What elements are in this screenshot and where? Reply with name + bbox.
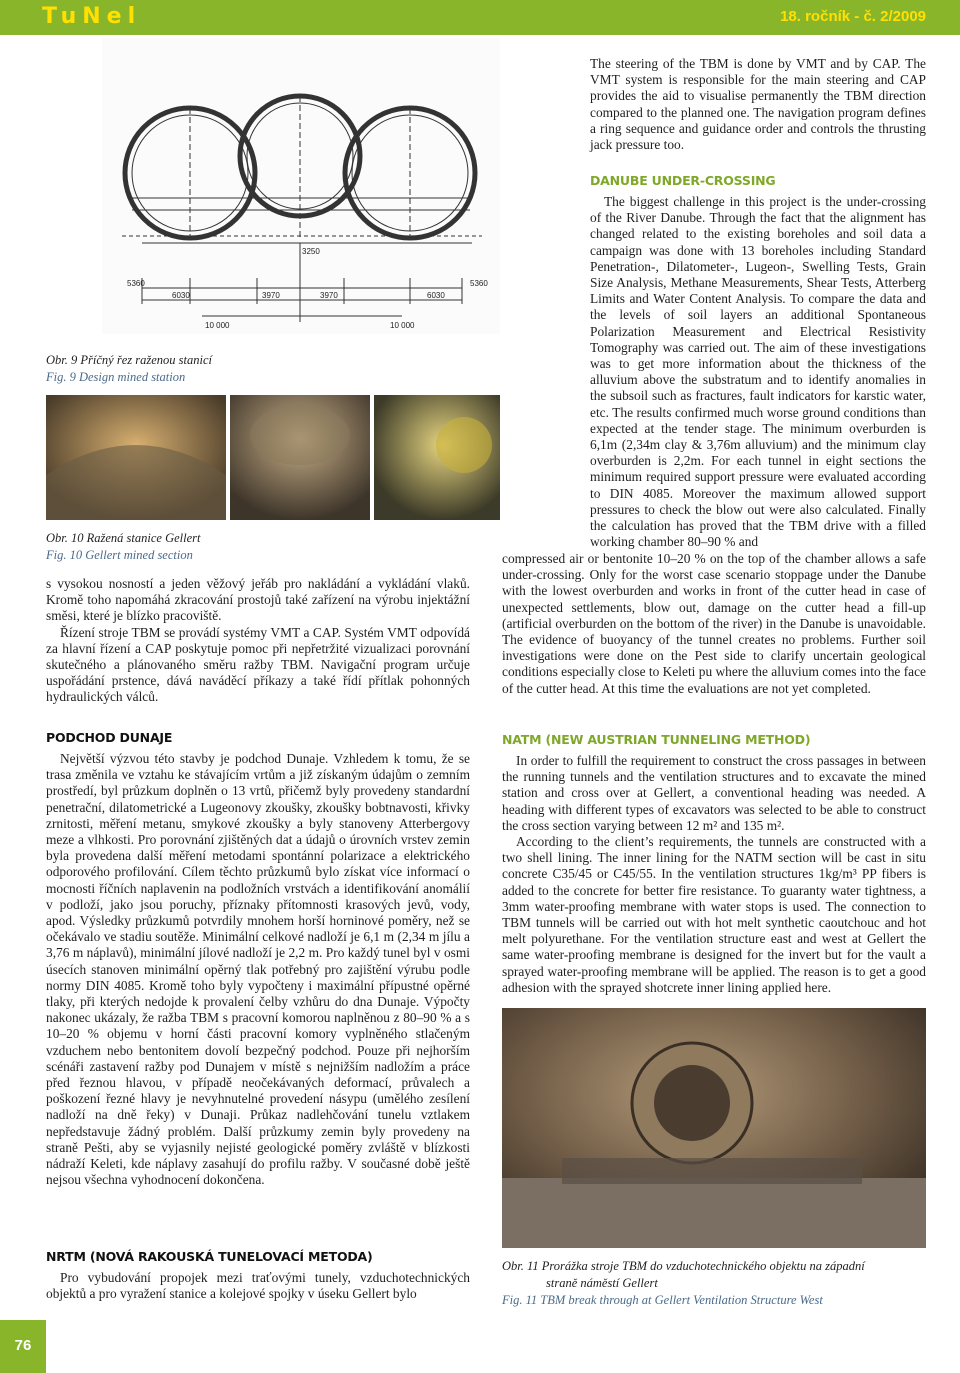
figure-9-drawing <box>102 38 500 334</box>
right-column-text-wide <box>502 551 926 697</box>
figure-10-photo-2 <box>230 395 370 520</box>
journal-logo: TuNel <box>42 4 142 29</box>
dim-label: 5360 <box>127 279 145 288</box>
left-column-text-top <box>46 576 470 706</box>
figure-10-photo-1 <box>46 395 226 520</box>
page-number-box <box>0 1320 46 1373</box>
paragraph: s vysokou nosností a jeden věžový jeřáb pro nakládání a vykládání vlaků. Kromě toho napomáhá zkracování prostojů také zařízení na výrobu injektážní směsi, které je blízko pracoviště. <box>46 576 470 624</box>
dim-label: 6030 <box>172 291 190 300</box>
heading-danube-under-crossing: DANUBE UNDER-CROSSING <box>590 173 776 188</box>
left-column-text-bottom <box>46 1270 470 1302</box>
dim-label: 3970 <box>320 291 338 300</box>
dim-label: 3970 <box>262 291 280 300</box>
figure-11-caption-cz-2: straně náměstí Gellert <box>546 1276 658 1290</box>
paragraph: compressed air or bentonite 10–20 % on the top of the chamber allows a safe under-crossing. Only for the worst case scenario stoppage under the Danube with the lowest overburden and works in front of the cutter head in case of unexpected settlements, blow out, damage on the cutter head a fill-up (artificial overburden on the bottom of the river) in the Danube is unavoidable. The evidence of buoyancy of the tunnel creates no problems. Further soil investigations were done on the Pest side to clarify uncertain geological conditions especially close to Keleti pu where the alluvium comes into the face of the cutter head. At this time the evaluations are not yet completed. <box>502 551 926 696</box>
dim-label: 10 000 <box>205 321 230 330</box>
dim-label: 6030 <box>427 291 445 300</box>
dim-label: 10 000 <box>390 321 415 330</box>
figure-10-caption-cz: Obr. 10 Ražená stanice Gellert <box>46 531 201 545</box>
right-column-text-natm <box>502 753 926 996</box>
paragraph: The biggest challenge in this project is the under-crossing of the River Danube. Through the fact that the alignment has changed related to the existing boreholes and soil data a campaign was done with 13 boreholes including Standard Penetration-, Dilatometer-, Lugeon-, Swelling Tests, Grain Size Analysis, Methane Measurements, Shear Tests, Atterberg Limits and Water Content Analysis. To compare the data and the levels of soil layers an additional Spontaneous Polarization Measurement and Electrical Resistivity Tomography was carried out. The aim of these investigations was to get more information about the thickness of the alluvium above the substratum and to identify anomalies in the subsoil such as fractures, fault indicators for karstic water, etc. The results confirmed much worse ground conditions than expected at the tender stage. The minimum overburden is 6,1m (2,34m clay & 3,76m alluvium) and the minimum clay overburden is 2,2m. For each tunnel in eight sections the minimum required support pressure were evaluated according to DIN 4085. Moreover the maximum allowed support pressures to check the blow out were also calculated. Finally the calculation has proved that the TBM drive with a filled working chamber 80–90 % and <box>590 194 926 550</box>
dim-label: 5360 <box>470 279 488 288</box>
figure-11-caption-cz-1: Obr. 11 Prorážka stroje TBM do vzduchotechnického objektu na západní <box>502 1259 865 1273</box>
paragraph: Řízení stroje TBM se provádí systémy VMT a CAP. Systém VMT odpovídá za hlavní řízení a CAP poskytuje pomoc při nepřetržité vizualizaci porovnání skutečného a plánovaného směru ražby TBM. Navigační program určuje uspořádání prstence, dává naváděcí příkazy a také řídí přítlak pohonných hydraulických válců. <box>46 624 470 705</box>
header-bar <box>0 0 960 35</box>
figure-10-photo-3 <box>374 395 500 520</box>
figure-9-caption <box>46 352 212 386</box>
figure-11-caption-en: Fig. 11 TBM break through at Gellert Ventilation Structure West <box>502 1293 823 1307</box>
figure-11-photo <box>502 1008 926 1248</box>
dim-label: 3250 <box>302 247 320 256</box>
paragraph: According to the client’s requirements, the tunnels are constructed with a two shell lining. The inner lining for the NATM section will be cast in situ concrete C35/45 or C45/55. In the ventilation structures 1kg/m³ PP fibers is added to the concrete for better fire resistance. To guaranty water tightness, a 3mm water-proofing membrane with water stops is used. The connection to TBM tunnels will be carried out with hot melt synthetic caoutchouc and hot melt polyurethane. For the ventilation structure east and west at Gellert the same water-proofing membrane is designed for the invert but for the vault a sprayed water-proofing membrane will be applied. The reason is to get a good adhesion with the sprayed shotcrete inner lining applied here. <box>502 834 926 995</box>
paragraph: Pro vybudování propojek mezi traťovými tunely, vzduchotechnických objektů a pro vyražení stanice a kolejové spojky v úseku Gellert bylo <box>46 1270 470 1302</box>
paragraph: In order to fulfill the requirement to construct the cross passages in between the running tunnels and the ventilation structures and to excavate the mined station and cross over at Gellert, a conventional heading was needed. A heading with different types of excavators was selected to be able to construct the cross section varying between 12 m² and 135 m². <box>502 753 926 833</box>
paragraph: The steering of the TBM is done by VMT and by CAP. The VMT system is responsible for the main steering and CAP provides the aid to visualise permanently the TBM direction compared to the planned one. The navigation program defines a ring sequence and guidance order and controls the thrusting jack pressure too. <box>590 56 926 153</box>
heading-nrtm: NRTM (NOVÁ RAKOUSKÁ TUNELOVACÍ METODA) <box>46 1249 373 1264</box>
page-number: 76 <box>14 1337 32 1354</box>
figure-10-caption-en: Fig. 10 Gellert mined section <box>46 548 193 562</box>
paragraph: Největší výzvou této stavby je podchod Dunaje. Vzhledem k tomu, že se trasa změnila ve vztahu ke stávajícím vrtům a již získaným údajům o zemním prostředí, byl průzkum doplněn o 13 vrtů, přičemž byly provedeny standardní penetrační, dilatometrické a Lugeonovy zkoušky, zkoušky bobtnavosti, křivky zrnitosti, měření metanu, smykové zkoušky a byly stanoveny Atterbergovy meze a vlhkosti. Pro porovnání zjištěných dat a údajů o úrovních vrstev zemin byla provedena další měření metodami spontánní polarizace a elektrického odporového profilování. Cílem těchto průzkumů bylo získat více informací o mocnosti říčních naplavenin na podložních vrstvách a identifikování anomálií v podloží, jako jsou poruchy, příznaky přítomnosti krasových jevů, vody, apod. Výsledky průzkumů potvrdily mnohem horší horninové poměry, než se očekávalo ve stadiu soutěže. Minimální celkové nadloží je 6,1 m (2,34 m jílu a 3,76 m náplavů), minimální jílové nadloží je 2,2 m. Pro každý tunel byl v osmi úsecích stanoven minimální opěrný tlak potřebný pro zajištění výrubu podle normy DIN 4085. Kromě toho byly vypočteny i maximální přípustné opěrné tlaky, při kterých nedojde k provalení čelby vzhůru do dna Dunaje. Výpočty nakonec ukázaly, že ražba TBM s pracovní komorou naplněnou z 80–90 % a s 10–20 % objemu v horní části pracovní komory vyplněného stlačeným vzduchem nebo bentonitem dovolí bezpečný podchod. Pouze při nejhorším scénáři zastavení ražby pod Dunajem v místě s nejnižším nadložím a práce před řeznou hlavou, v případě neočekávaných deformací, průvalech a poškození řezné hlavy je nevyhnutelné provedení násypu (umělého zesílení nadloží na dně řeky) v Dunaji. Průkaz nadlehčování tunelu vztlakem nepředstavuje žádný problém. Další průzkumy zemin byly provedeny na straně Pešti, aby se vyjasnily nejisté geologické poměry zvláště v blízkosti nádraží Keleti, kde náplavy zasahují do profilu ražby. V současné době ještě nejsou všechna vyhodnocení dokončena. <box>46 751 470 1188</box>
heading-podchod-dunaje: PODCHOD DUNAJE <box>46 730 173 745</box>
issue-label: 18. ročník - č. 2/2009 <box>780 8 926 25</box>
heading-natm: NATM (NEW AUSTRIAN TUNNELING METHOD) <box>502 732 811 747</box>
right-column-text-danube <box>590 194 926 550</box>
figure-11-caption <box>502 1258 926 1309</box>
figure-9-caption-en: Fig. 9 Design mined station <box>46 370 186 384</box>
right-column-text-top <box>590 56 926 153</box>
left-column-text-main <box>46 751 470 1188</box>
figure-10-caption <box>46 530 201 564</box>
figure-9-caption-cz: Obr. 9 Příčný řez raženou stanicí <box>46 353 212 367</box>
